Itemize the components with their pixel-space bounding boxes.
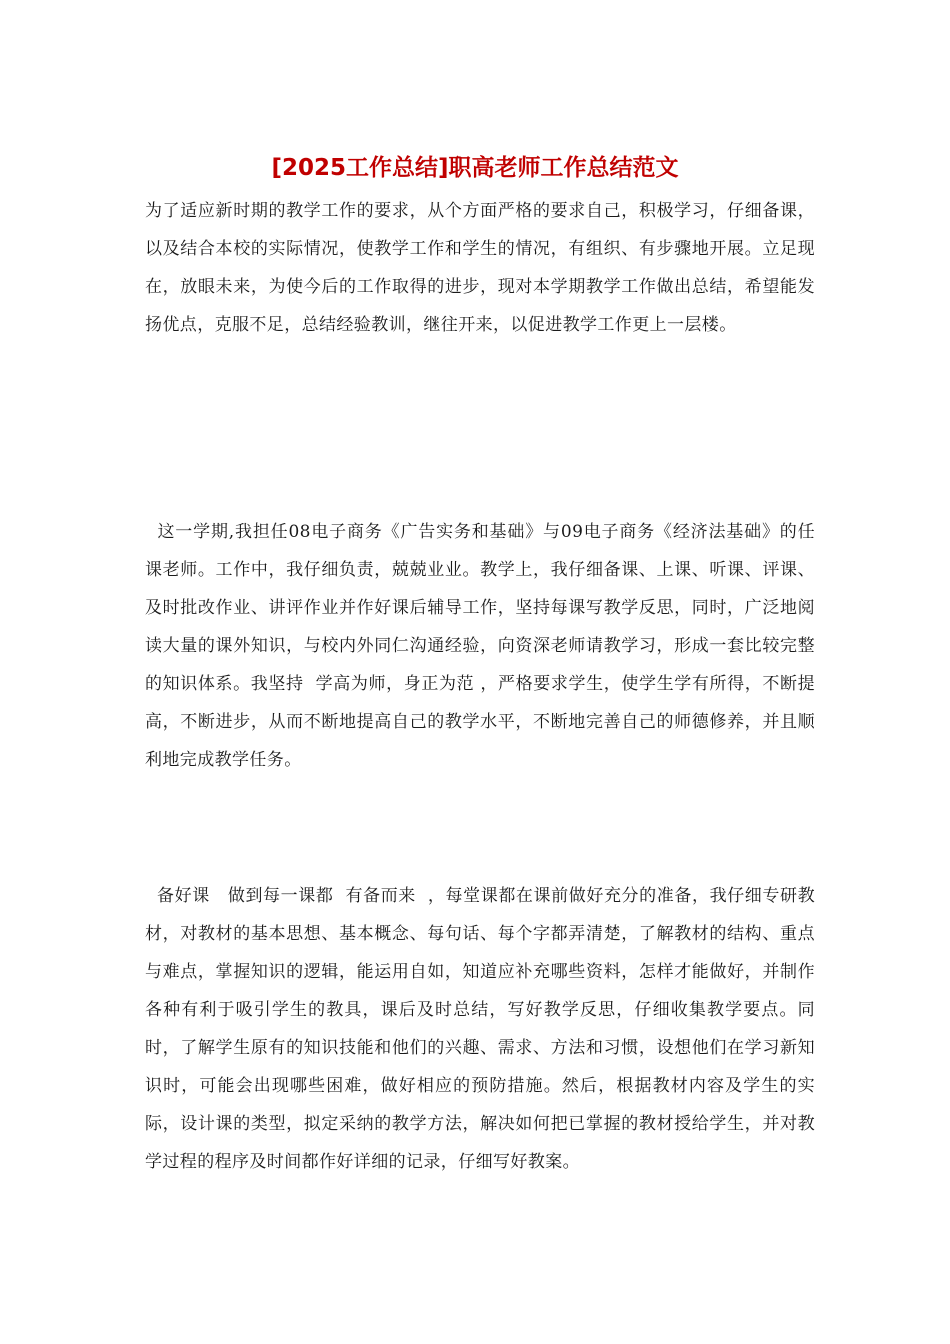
paragraph-teaching-duties: 这一学期,我担任08电子商务《广告实务和基础》与09电子商务《经济法基础》的任课老师。工作中，我仔细负责，兢兢业业。教学上，我仔细备课、上课、听课、评课、及时批改作业、讲评作业并作好课后辅导工作，坚持每课写教学反思，同时，广泛地阅读大量的课外知识，与校内外同仁沟通经验，向资深老师请教学习，形成一套比较完整的知识体系。我坚持 学高为师，身正为范 ，严格要求学生，使学生学有所得，不断提高，不断进步，从而不断地提高自己的教学水平，不断地完善自己的师德修养，并且顺利地完成教学任务。 [145,522,815,770]
paragraph-lesson-preparation: 备好课 做到每一课都 有备而来 ，每堂课都在课前做好充分的准备，我仔细专研教材，对教材的基本思想、基本概念、每句话、每个字都弄清楚，了解教材的结构、重点与难点，掌握知识的逻辑，能运用自如，知道应补充哪些资料，怎样才能做好，并制作各种有利于吸引学生的教具，课后及时总结，写好教学反思，仔细收集教学要点。同时，了解学生原有的知识技能和他们的兴趣、需求、方法和习惯，设想他们在学习新知识时，可能会出现哪些困难，做好相应的预防措施。然后，根据教材内容及学生的实际，设计课的类型，拟定采纳的教学方法，解决如何把已掌握的教材授给学生，并对教学过程的程序及时间都作好详细的记录，仔细写好教案。 [145,886,815,1172]
paragraph-intro: 为了适应新时期的教学工作的要求，从个方面严格的要求自己，积极学习，仔细备课，以及结合本校的实际情况，使教学工作和学生的情况，有组织、有步骤地开展。立足现在，放眼未来，为使今后的工作取得的进步，现对本学期教学工作做出总结，希望能发扬优点，克服不足，总结经验教训，继往开来，以促进教学工作更上一层楼。 [145,201,815,335]
document-title: [2025工作总结]职高老师工作总结范文 [271,155,679,181]
